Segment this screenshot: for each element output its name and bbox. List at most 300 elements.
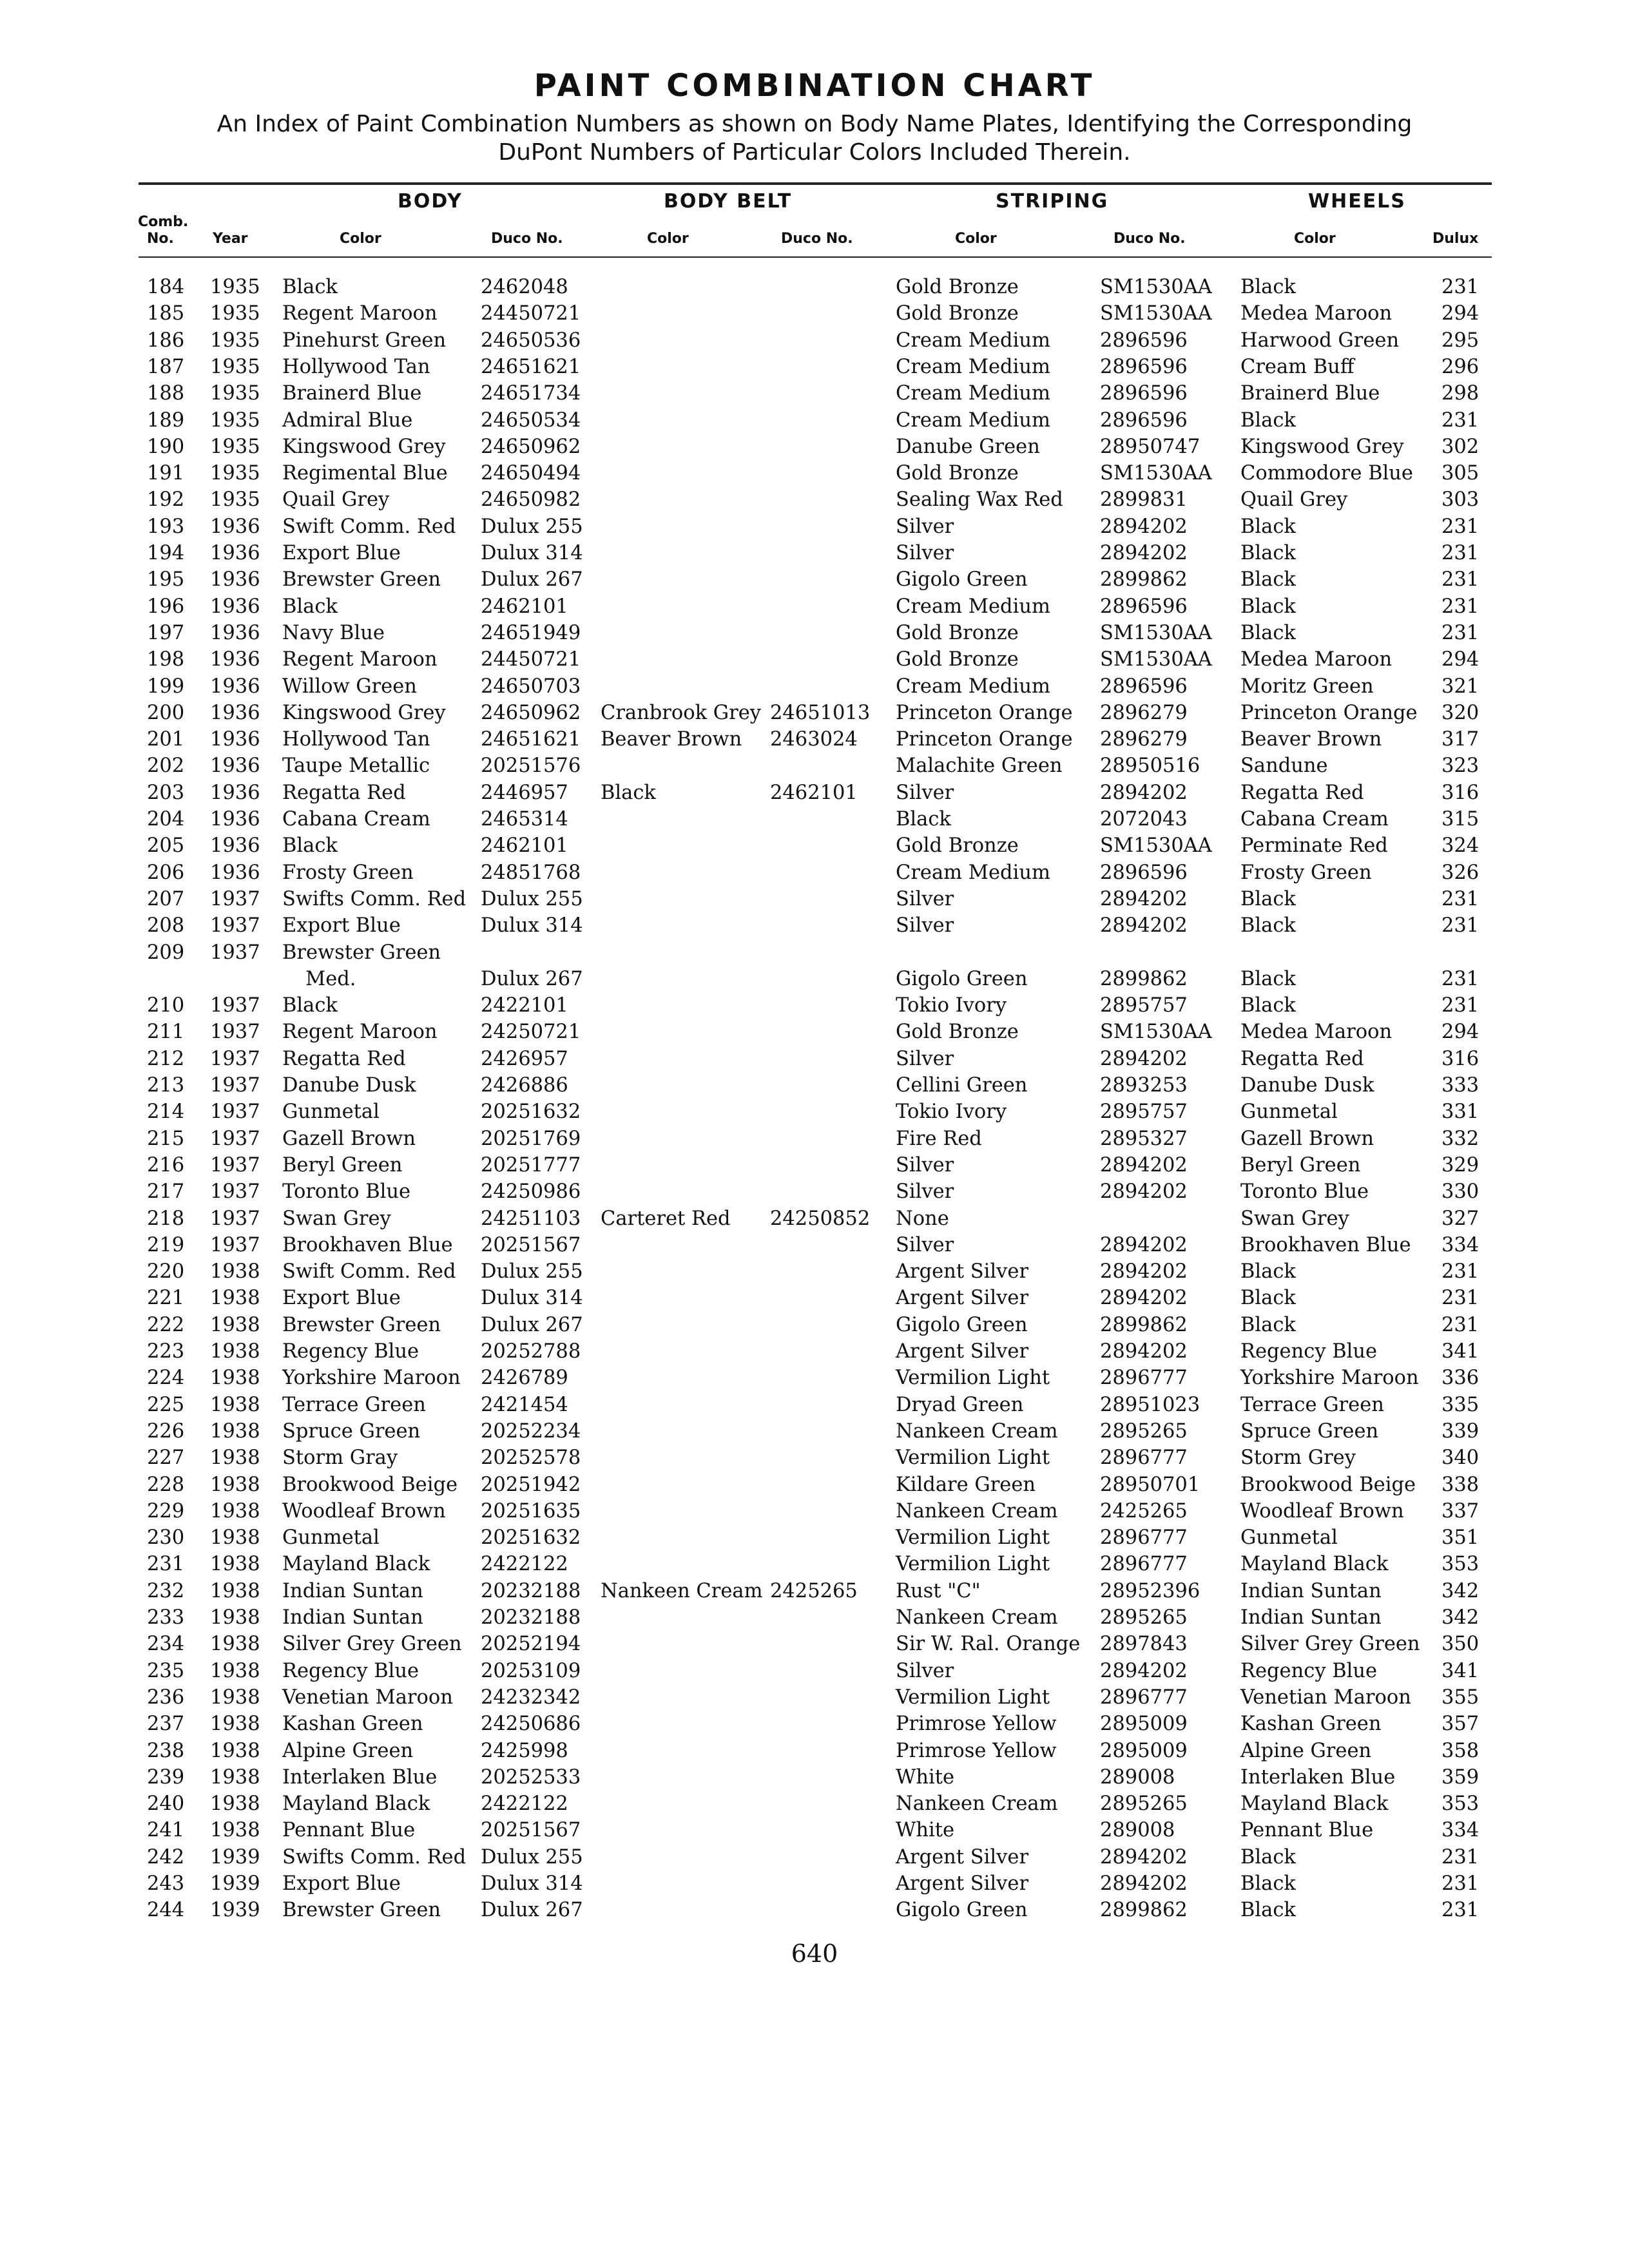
cell-wheel-color: Toronto Blue — [1240, 1180, 1369, 1204]
cell-year: 1937 — [210, 1074, 260, 1097]
table-row — [0, 1126, 1629, 1152]
cell-body-duco: 2462101 — [481, 595, 568, 618]
cell-wheel-color: Beryl Green — [1240, 1153, 1361, 1177]
cell-comb: 239 — [147, 1765, 185, 1789]
cell-body-color: Brewster Green — [282, 1313, 441, 1336]
header-comb-no: No. — [147, 231, 174, 247]
cell-stripe-color: Cream Medium — [896, 382, 1050, 405]
cell-wheel-color: Black — [1240, 408, 1296, 432]
cell-wheel-dulux: 351 — [1441, 1526, 1480, 1550]
cell-wheel-color: Harwood Green — [1240, 329, 1400, 352]
cell-year: 1937 — [210, 994, 260, 1017]
cell-body-color: Regatta Red — [282, 781, 406, 804]
cell-stripe-color: Cream Medium — [896, 595, 1050, 618]
cell-body-duco: Dulux 255 — [481, 515, 583, 538]
cell-body-duco: 2422122 — [481, 1792, 568, 1816]
cell-stripe-color: Fire Red — [896, 1127, 982, 1150]
cell-year: 1936 — [210, 781, 260, 804]
cell-year: 1937 — [210, 1021, 260, 1044]
cell-stripe-duco: 2896596 — [1100, 408, 1188, 432]
cell-stripe-color: Malachite Green — [896, 754, 1063, 778]
table-row — [0, 939, 1629, 966]
cell-body-color: Frosty Green — [282, 861, 414, 884]
cell-body-duco: 2426957 — [481, 1047, 568, 1070]
cell-year: 1938 — [210, 1287, 260, 1310]
cell-stripe-duco: 2896777 — [1100, 1367, 1188, 1390]
table-row — [0, 1897, 1629, 1923]
cell-stripe-color: Gold Bronze — [896, 648, 1019, 671]
cell-wheel-color: Black — [1240, 276, 1296, 298]
table-row — [0, 1658, 1629, 1684]
cell-body-duco: 20253109 — [481, 1659, 581, 1682]
cell-comb: 189 — [147, 408, 185, 432]
cell-wheel-color: Alpine Green — [1240, 1739, 1372, 1762]
cell-comb: 235 — [147, 1659, 185, 1682]
cell-stripe-duco: 2895327 — [1100, 1127, 1188, 1150]
table-row — [0, 354, 1629, 380]
cell-wheel-dulux: 357 — [1441, 1713, 1480, 1736]
cell-year: 1935 — [210, 408, 260, 432]
cell-wheel-dulux: 303 — [1441, 488, 1480, 512]
cell-comb: 243 — [147, 1872, 185, 1895]
cell-wheel-color: Frosty Green — [1240, 861, 1372, 884]
cell-comb: 207 — [147, 887, 185, 910]
cell-body-color: Alpine Green — [282, 1739, 414, 1762]
cell-body-color: Regency Blue — [282, 1340, 419, 1363]
cell-body-duco: 20232188 — [481, 1606, 581, 1629]
cell-wheel-dulux: 342 — [1441, 1579, 1480, 1602]
cell-body-color: Kingswood Grey — [282, 701, 446, 724]
cell-wheel-dulux: 353 — [1441, 1553, 1480, 1576]
cell-wheel-color: Pennant Blue — [1240, 1819, 1374, 1842]
cell-body-duco: Dulux 314 — [481, 914, 583, 937]
table-row — [0, 992, 1629, 1019]
cell-body-color: Regent Maroon — [282, 648, 438, 671]
cell-stripe-duco: 2899862 — [1100, 1899, 1188, 1922]
cell-stripe-duco: 2894202 — [1100, 1180, 1188, 1204]
cell-stripe-duco: 2899862 — [1100, 1313, 1188, 1336]
cell-stripe-color: Black — [896, 808, 951, 831]
cell-wheel-dulux: 323 — [1441, 754, 1480, 778]
page-title: PAINT COMBINATION CHART — [534, 68, 1095, 104]
cell-body-duco: 24650962 — [481, 435, 581, 458]
cell-body-duco: 20252194 — [481, 1633, 581, 1656]
cell-wheel-color: Moritz Green — [1240, 675, 1374, 698]
cell-comb: 212 — [147, 1047, 185, 1070]
cell-body-duco: 24450721 — [481, 648, 581, 671]
cell-body-duco: 20232188 — [481, 1579, 581, 1602]
cell-wheel-color: Black — [1240, 914, 1296, 937]
cell-wheel-dulux: 321 — [1441, 675, 1480, 698]
cell-stripe-color: Argent Silver — [896, 1845, 1029, 1869]
cell-year: 1939 — [210, 1899, 260, 1922]
cell-wheel-color: Regatta Red — [1240, 1047, 1364, 1070]
cell-wheel-dulux: 337 — [1441, 1499, 1480, 1523]
cell-wheel-color: Gunmetal — [1240, 1526, 1338, 1550]
cell-wheel-dulux: 294 — [1441, 648, 1480, 671]
table-row — [0, 1312, 1629, 1338]
cell-comb: 231 — [147, 1553, 185, 1576]
cell-body-duco: 24650982 — [481, 488, 581, 512]
cell-body-color: Willow Green — [282, 675, 417, 698]
cell-year: 1935 — [210, 488, 260, 512]
cell-body-color: Export Blue — [282, 1287, 401, 1310]
cell-stripe-color: Kildare Green — [896, 1473, 1036, 1496]
cell-body-duco: Dulux 267 — [481, 1313, 583, 1336]
cell-year: 1938 — [210, 1313, 260, 1336]
cell-year: 1938 — [210, 1739, 260, 1762]
cell-comb: 193 — [147, 515, 185, 538]
cell-stripe-duco: 289008 — [1100, 1819, 1175, 1842]
cell-wheel-dulux: 302 — [1441, 435, 1480, 458]
cell-body-color: Brewster Green — [282, 941, 441, 964]
table-row — [0, 753, 1629, 779]
cell-stripe-duco: 2896596 — [1100, 355, 1188, 378]
cell-comb: 224 — [147, 1367, 185, 1390]
cell-body-color: Export Blue — [282, 914, 401, 937]
cell-body-color: Beryl Green — [282, 1153, 403, 1177]
cell-body-color: Regency Blue — [282, 1659, 419, 1682]
cell-comb: 219 — [147, 1233, 185, 1256]
cell-body-duco: 2426886 — [481, 1074, 568, 1097]
cell-wheel-dulux: 294 — [1441, 1021, 1480, 1044]
cell-stripe-duco: SM1530AA — [1100, 462, 1212, 485]
cell-comb: 210 — [147, 994, 185, 1017]
cell-wheel-color: Kingswood Grey — [1240, 435, 1404, 458]
cell-wheel-color: Commodore Blue — [1240, 462, 1413, 485]
cell-wheel-color: Gunmetal — [1240, 1100, 1338, 1124]
cell-body-color: Spruce Green — [282, 1419, 421, 1443]
header-wheels: WHEELS — [1308, 190, 1406, 213]
cell-wheel-color: Regatta Red — [1240, 781, 1364, 804]
cell-body-color: Brewster Green — [282, 1899, 441, 1922]
cell-stripe-color: Silver — [896, 1047, 954, 1070]
cell-wheel-color: Princeton Orange — [1240, 701, 1418, 724]
cell-wheel-dulux: 330 — [1441, 1180, 1480, 1204]
cell-body-color: Export Blue — [282, 1872, 401, 1895]
cell-wheel-dulux: 332 — [1441, 1127, 1480, 1150]
cell-body-duco: 2421454 — [481, 1393, 568, 1416]
cell-stripe-duco: SM1530AA — [1100, 302, 1212, 325]
cell-body-color: Venetian Maroon — [282, 1686, 453, 1709]
cell-comb: 240 — [147, 1792, 185, 1816]
cell-body-duco: Dulux 314 — [481, 1872, 583, 1895]
cell-stripe-color: Gigolo Green — [896, 1313, 1028, 1336]
cell-body-color: Gazell Brown — [282, 1127, 416, 1150]
cell-body-duco: 2422122 — [481, 1553, 568, 1576]
table-row — [0, 700, 1629, 726]
cell-wheel-color: Kashan Green — [1240, 1713, 1382, 1736]
cell-year: 1938 — [210, 1819, 260, 1842]
cell-body-color: Swan Grey — [282, 1207, 391, 1230]
cell-wheel-color: Danube Dusk — [1240, 1074, 1374, 1097]
cell-stripe-color: Cream Medium — [896, 408, 1050, 432]
cell-wheel-color: Beaver Brown — [1240, 728, 1382, 751]
cell-body-duco: Dulux 314 — [481, 1287, 583, 1310]
cell-stripe-duco: 2896279 — [1100, 701, 1188, 724]
cell-wheel-color: Black — [1240, 515, 1296, 538]
header-wheels-dulux: Dulux — [1432, 231, 1479, 247]
cell-body-color: Hollywood Tan — [282, 728, 430, 751]
cell-body-duco: 20252788 — [481, 1340, 581, 1363]
cell-comb: 187 — [147, 355, 185, 378]
cell-year: 1936 — [210, 568, 260, 591]
cell-comb: 209 — [147, 941, 185, 964]
cell-year: 1937 — [210, 1207, 260, 1230]
cell-stripe-duco: 2899862 — [1100, 967, 1188, 990]
cell-wheel-dulux: 316 — [1441, 1047, 1480, 1070]
cell-wheel-color: Silver Grey Green — [1240, 1633, 1420, 1656]
table-row — [0, 912, 1629, 939]
cell-wheel-color: Medea Maroon — [1240, 648, 1393, 671]
cell-stripe-color: Dryad Green — [896, 1393, 1024, 1416]
cell-stripe-color: Vermilion Light — [896, 1526, 1050, 1550]
cell-stripe-duco: 2894202 — [1100, 914, 1188, 937]
cell-stripe-duco: 2894202 — [1100, 515, 1188, 538]
header-belt-duco: Duco No. — [781, 231, 853, 247]
cell-year: 1938 — [210, 1393, 260, 1416]
cell-wheel-dulux: 231 — [1441, 408, 1480, 432]
cell-stripe-color: Princeton Orange — [896, 701, 1073, 724]
cell-body-duco: 24650703 — [481, 675, 581, 698]
cell-body-duco: 24650536 — [481, 329, 581, 352]
cell-stripe-color: Tokio Ivory — [896, 994, 1007, 1017]
cell-body-color: Swifts Comm. Red — [282, 1845, 467, 1869]
table-row — [0, 566, 1629, 593]
cell-stripe-color: Argent Silver — [896, 1340, 1029, 1363]
cell-stripe-duco: 2896596 — [1100, 675, 1188, 698]
cell-wheel-dulux: 294 — [1441, 302, 1480, 325]
cell-body-color: Danube Dusk — [282, 1074, 416, 1097]
cell-comb: 195 — [147, 568, 185, 591]
table-row — [0, 1684, 1629, 1711]
cell-stripe-duco: SM1530AA — [1100, 834, 1212, 858]
cell-body-duco: 20252533 — [481, 1765, 581, 1789]
header-striping: STRIPING — [996, 190, 1109, 213]
cell-stripe-color: Gold Bronze — [896, 276, 1019, 298]
cell-stripe-duco: 2894202 — [1100, 542, 1188, 564]
cell-wheel-color: Black — [1240, 1872, 1296, 1895]
cell-body-color: Indian Suntan — [282, 1579, 423, 1602]
cell-stripe-duco: 2895009 — [1100, 1713, 1188, 1736]
cell-wheel-dulux: 333 — [1441, 1074, 1480, 1097]
cell-year: 1937 — [210, 1180, 260, 1204]
table-row — [0, 646, 1629, 673]
cell-body-color: Toronto Blue — [282, 1180, 411, 1204]
table-row — [0, 1072, 1629, 1099]
cell-body-color: Yorkshire Maroon — [282, 1367, 461, 1390]
table-row — [0, 434, 1629, 460]
cell-stripe-color: Nankeen Cream — [896, 1419, 1058, 1443]
cell-wheel-color: Black — [1240, 1287, 1296, 1310]
table-row — [0, 620, 1629, 646]
cell-stripe-duco: SM1530AA — [1100, 1021, 1212, 1044]
cell-wheel-color: Indian Suntan — [1240, 1579, 1382, 1602]
cell-stripe-duco: 2893253 — [1100, 1074, 1188, 1097]
cell-wheel-dulux: 231 — [1441, 621, 1480, 644]
table-row — [0, 1258, 1629, 1285]
table-row — [0, 780, 1629, 806]
cell-wheel-dulux: 231 — [1441, 1899, 1480, 1922]
cell-comb: 216 — [147, 1153, 185, 1177]
cell-stripe-color: Tokio Ivory — [896, 1100, 1007, 1124]
table-row — [0, 1152, 1629, 1178]
cell-wheel-dulux: 341 — [1441, 1659, 1480, 1682]
cell-body-duco: 24250721 — [481, 1021, 581, 1044]
cell-wheel-dulux: 316 — [1441, 781, 1480, 804]
cell-wheel-color: Cabana Cream — [1240, 808, 1389, 831]
cell-stripe-color: Silver — [896, 1180, 954, 1204]
cell-stripe-color: Gold Bronze — [896, 462, 1019, 485]
cell-body-duco: 2426789 — [481, 1367, 568, 1390]
cell-stripe-duco: 2896777 — [1100, 1553, 1188, 1576]
cell-body-color: Regent Maroon — [282, 302, 438, 325]
table-row — [0, 274, 1629, 300]
table-row — [0, 1046, 1629, 1072]
cell-body-duco: 2425998 — [481, 1739, 568, 1762]
cell-body-color: Black — [282, 595, 338, 618]
cell-year: 1937 — [210, 887, 260, 910]
cell-comb: 191 — [147, 462, 185, 485]
cell-stripe-duco: 2894202 — [1100, 1153, 1188, 1177]
cell-stripe-color: Gigolo Green — [896, 568, 1028, 591]
cell-stripe-duco: SM1530AA — [1100, 621, 1212, 644]
cell-body-duco: 24651621 — [481, 355, 581, 378]
cell-stripe-color: Sir W. Ral. Orange — [896, 1633, 1081, 1656]
cell-body-duco: 24651734 — [481, 382, 581, 405]
cell-wheel-color: Swan Grey — [1240, 1207, 1349, 1230]
cell-body-duco: 24651949 — [481, 621, 581, 644]
cell-comb: 186 — [147, 329, 185, 352]
subtitle-line-1: An Index of Paint Combination Numbers as shown on Body Name Plates, Identifying the Corresponding — [217, 111, 1412, 137]
cell-stripe-color: Primrose Yellow — [896, 1739, 1057, 1762]
cell-year: 1936 — [210, 701, 260, 724]
table-row — [0, 1445, 1629, 1471]
cell-body-duco: 24650534 — [481, 408, 581, 432]
table-row — [0, 1418, 1629, 1445]
table-row — [0, 886, 1629, 912]
cell-body-duco: Dulux 267 — [481, 967, 583, 990]
cell-wheel-dulux: 353 — [1441, 1792, 1480, 1816]
table-row — [0, 806, 1629, 832]
cell-comb: 233 — [147, 1606, 185, 1629]
cell-stripe-duco: 2072043 — [1100, 808, 1188, 831]
cell-stripe-color: Vermilion Light — [896, 1686, 1050, 1709]
cell-comb: 220 — [147, 1260, 185, 1283]
cell-stripe-color: Argent Silver — [896, 1872, 1029, 1895]
cell-body-color: Hollywood Tan — [282, 355, 430, 378]
cell-wheel-dulux: 324 — [1441, 834, 1480, 858]
cell-year: 1936 — [210, 675, 260, 698]
cell-body-color: Terrace Green — [282, 1393, 426, 1416]
cell-year: 1938 — [210, 1499, 260, 1523]
subtitle-line-2: DuPont Numbers of Particular Colors Included Therein. — [498, 139, 1131, 166]
cell-wheel-dulux: 231 — [1441, 1287, 1480, 1310]
header-striping-color: Color — [955, 231, 997, 247]
cell-stripe-color: Silver — [896, 1659, 954, 1682]
cell-wheel-dulux: 339 — [1441, 1419, 1480, 1443]
cell-wheel-dulux: 305 — [1441, 462, 1480, 485]
cell-comb: 204 — [147, 808, 185, 831]
cell-wheel-dulux: 231 — [1441, 1260, 1480, 1283]
cell-stripe-color: Gold Bronze — [896, 1021, 1019, 1044]
cell-body-color: Kingswood Grey — [282, 435, 446, 458]
cell-wheel-color: Brookhaven Blue — [1240, 1233, 1411, 1256]
cell-comb: 202 — [147, 754, 185, 778]
cell-body-color: Swifts Comm. Red — [282, 887, 467, 910]
cell-body-duco: 24450721 — [481, 302, 581, 325]
cell-body-color: Pennant Blue — [282, 1819, 416, 1842]
cell-year: 1937 — [210, 914, 260, 937]
cell-belt-color: Beaver Brown — [601, 728, 742, 751]
cell-body-duco: 2462048 — [481, 276, 568, 298]
table-row — [0, 1764, 1629, 1791]
cell-body-duco: 24251103 — [481, 1207, 581, 1230]
cell-wheel-color: Mayland Black — [1240, 1553, 1389, 1576]
table-row — [0, 1099, 1629, 1125]
cell-comb: 199 — [147, 675, 185, 698]
table-row — [0, 1817, 1629, 1843]
cell-body-color: Gunmetal — [282, 1100, 380, 1124]
cell-year: 1938 — [210, 1526, 260, 1550]
cell-body-duco: Dulux 255 — [481, 1260, 583, 1283]
cell-stripe-duco: 2894202 — [1100, 1659, 1188, 1682]
cell-body-duco: Dulux 267 — [481, 1899, 583, 1922]
cell-year: 1938 — [210, 1446, 260, 1470]
table-row — [0, 1285, 1629, 1311]
cell-year: 1936 — [210, 861, 260, 884]
cell-stripe-duco: 28952396 — [1100, 1579, 1200, 1602]
cell-body-color: Med. — [305, 967, 356, 990]
cell-wheel-color: Black — [1240, 621, 1296, 644]
cell-belt-color: Black — [601, 781, 656, 804]
cell-stripe-color: Gold Bronze — [896, 621, 1019, 644]
table-row — [0, 540, 1629, 566]
cell-stripe-color: Gold Bronze — [896, 834, 1019, 858]
cell-year: 1935 — [210, 462, 260, 485]
cell-body-duco: 24651621 — [481, 728, 581, 751]
cell-wheel-dulux: 231 — [1441, 1845, 1480, 1869]
table-row — [0, 327, 1629, 354]
cell-body-duco: 20251576 — [481, 754, 581, 778]
cell-body-duco: 20251942 — [481, 1473, 581, 1496]
cell-year: 1935 — [210, 435, 260, 458]
cell-wheel-dulux: 231 — [1441, 1313, 1480, 1336]
cell-comb: 188 — [147, 382, 185, 405]
header-wheels-color: Color — [1294, 231, 1336, 247]
cell-body-duco: 20251567 — [481, 1233, 581, 1256]
table-row — [0, 1551, 1629, 1577]
cell-stripe-color: Silver — [896, 887, 954, 910]
cell-wheel-dulux: 327 — [1441, 1207, 1480, 1230]
cell-wheel-dulux: 320 — [1441, 701, 1480, 724]
cell-stripe-color: Silver — [896, 1233, 954, 1256]
table-row — [0, 1392, 1629, 1418]
cell-stripe-duco: 2896777 — [1100, 1686, 1188, 1709]
cell-stripe-duco: 2896596 — [1100, 382, 1188, 405]
cell-stripe-color: Vermilion Light — [896, 1446, 1050, 1470]
cell-stripe-duco: 2894202 — [1100, 1260, 1188, 1283]
cell-body-color: Navy Blue — [282, 621, 385, 644]
cell-stripe-color: Cream Medium — [896, 355, 1050, 378]
cell-wheel-color: Interlaken Blue — [1240, 1765, 1396, 1789]
cell-stripe-color: Rust "C" — [896, 1579, 981, 1602]
cell-comb: 205 — [147, 834, 185, 858]
cell-stripe-duco: 2425265 — [1100, 1499, 1188, 1523]
cell-body-color: Swift Comm. Red — [282, 515, 456, 538]
cell-body-color: Export Blue — [282, 542, 401, 564]
cell-body-color: Black — [282, 834, 338, 858]
